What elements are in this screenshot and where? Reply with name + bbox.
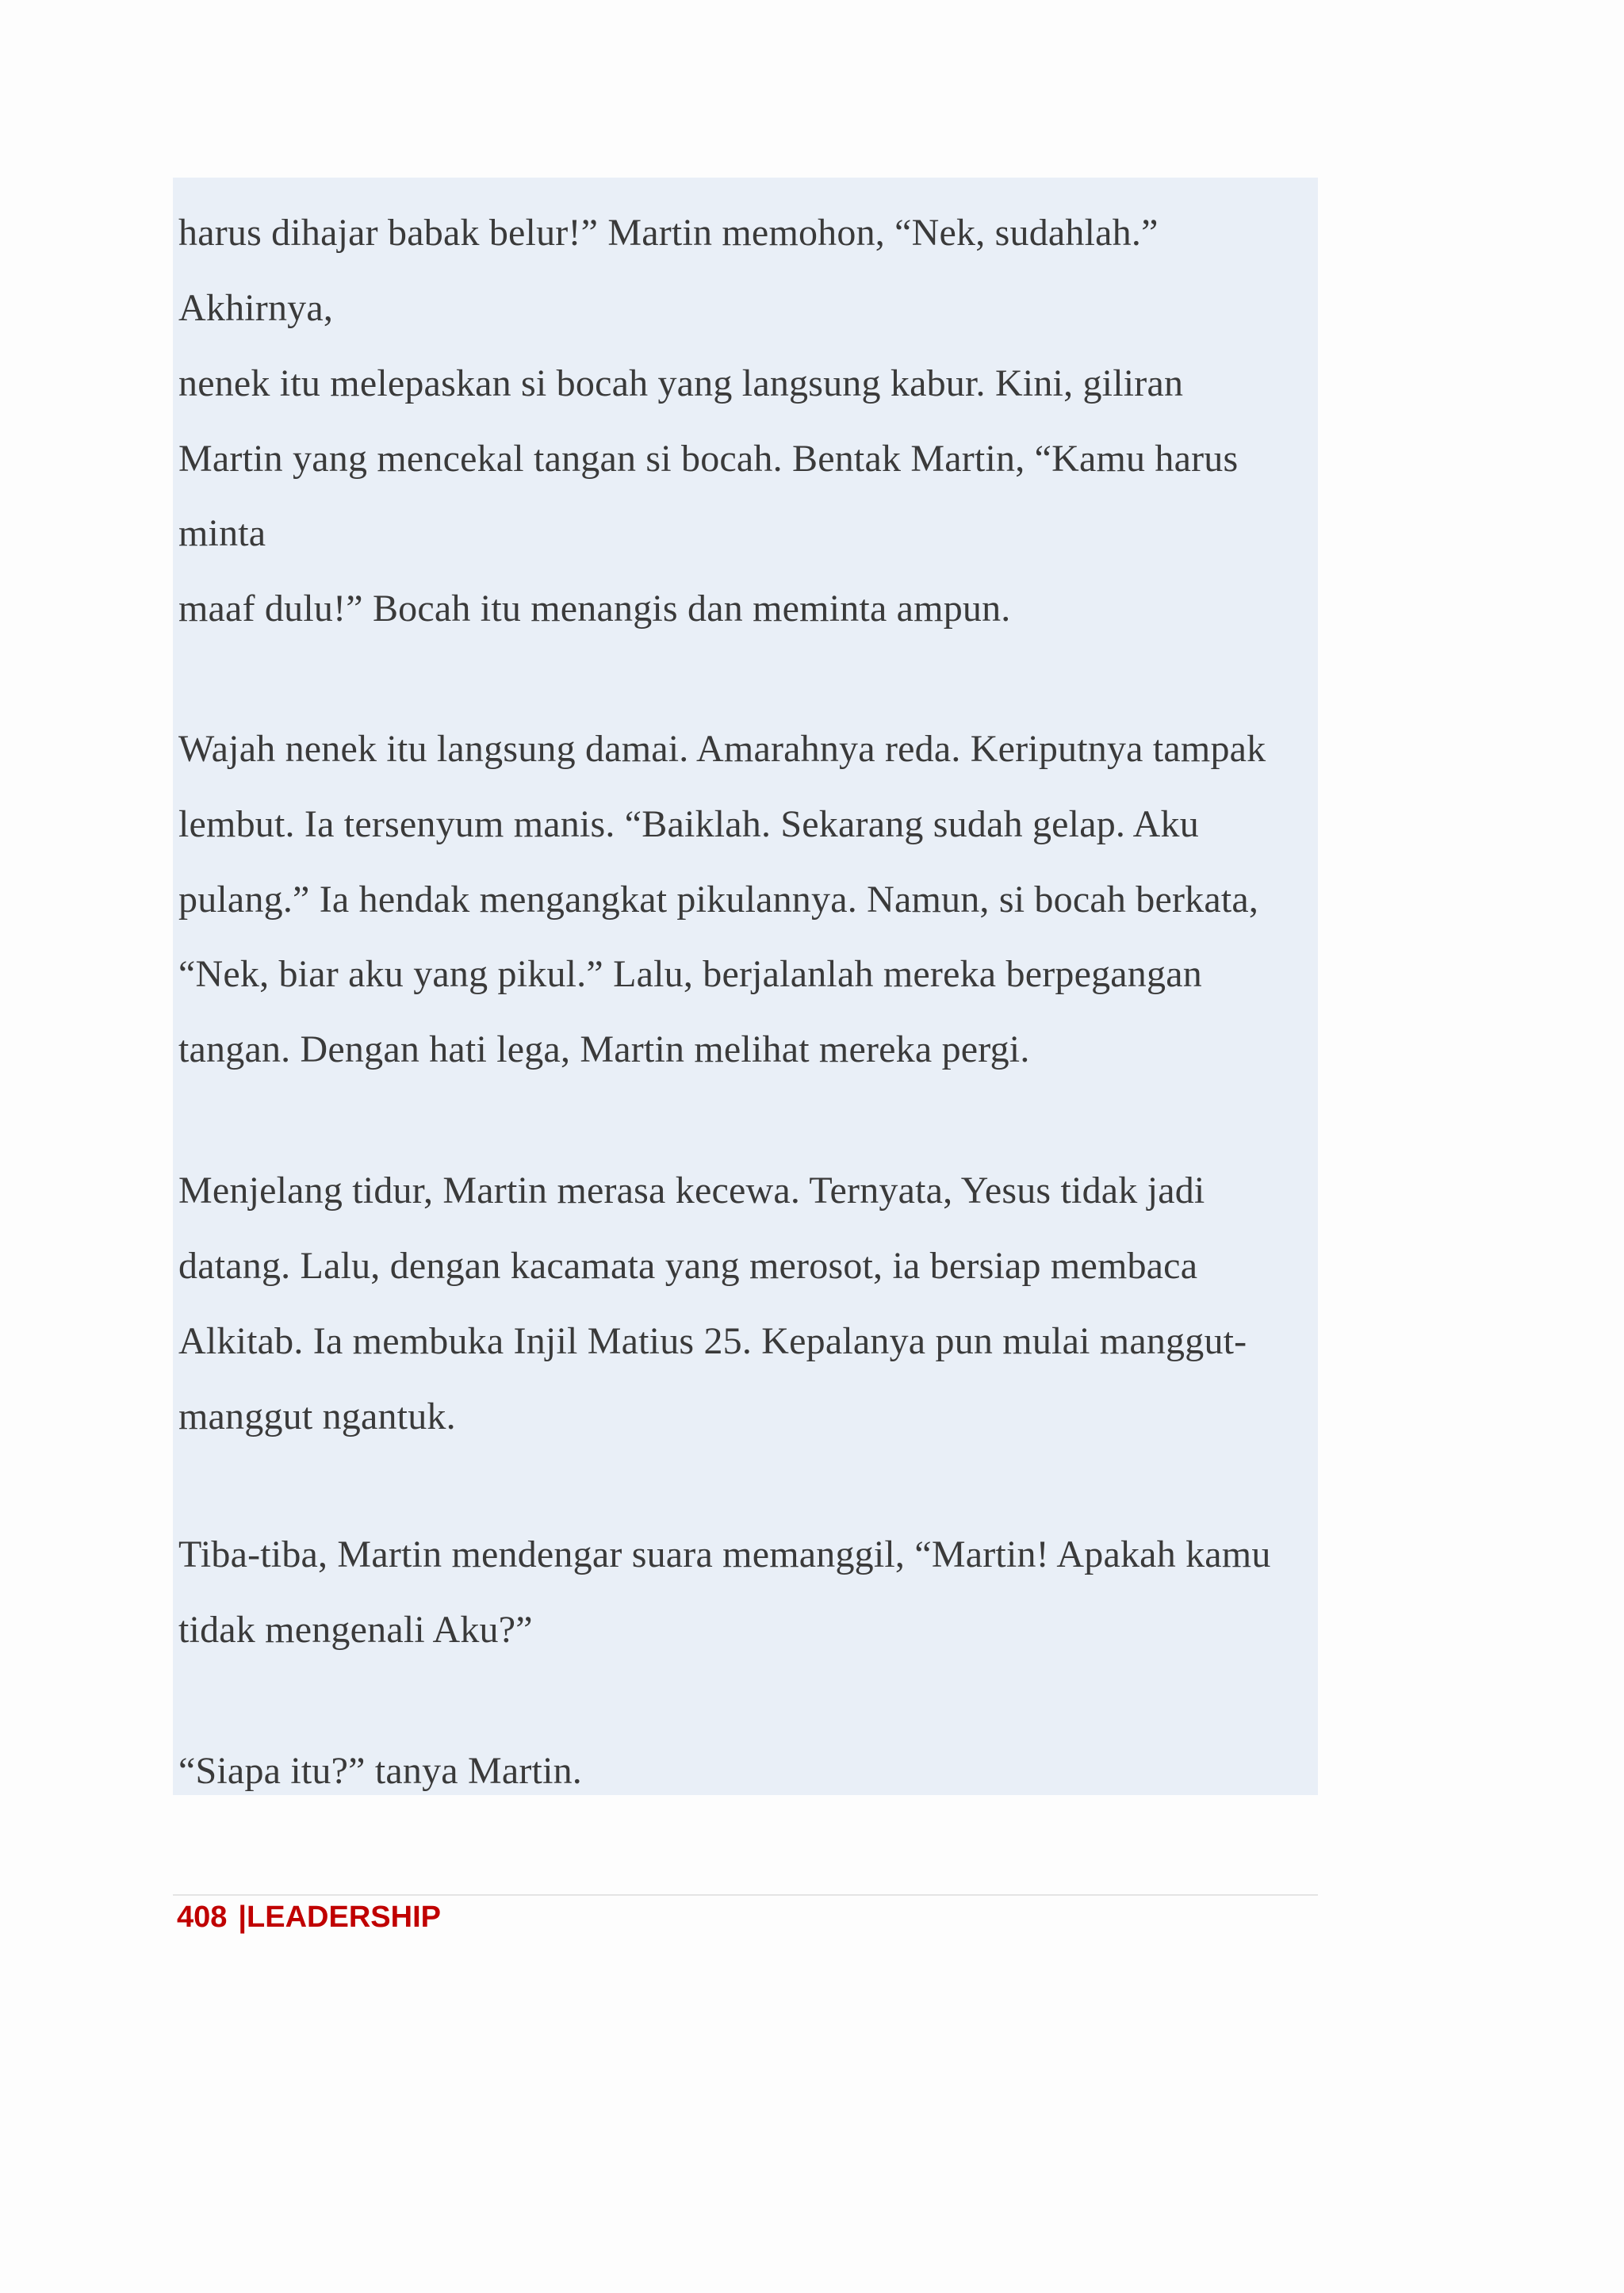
body-line: lembut. Ia tersenyum manis. “Baiklah. Sekarang sudah gelap. Aku xyxy=(178,803,1199,845)
page-footer xyxy=(177,1899,441,1935)
body-line: maaf dulu!” Bocah itu menangis dan meminta ampun. xyxy=(178,588,1011,630)
body-line: Tiba-tiba, Martin mendengar suara memanggil, “Martin! Apakah kamu xyxy=(178,1533,1271,1575)
body-line: “Nek, biar aku yang pikul.” Lalu, berjalanlah mereka berpegangan xyxy=(178,953,1202,995)
body-line: datang. Lalu, dengan kacamata yang merosot, ia bersiap membaca xyxy=(178,1245,1198,1287)
body-line: Menjelang tidur, Martin merasa kecewa. Ternyata, Yesus tidak jadi xyxy=(178,1169,1205,1212)
body-line: tidak mengenali Aku?” xyxy=(178,1609,533,1651)
body-line: tangan. Dengan hati lega, Martin melihat mereka pergi. xyxy=(178,1028,1030,1070)
body-line: minta xyxy=(178,512,266,554)
footer-divider xyxy=(173,1894,1318,1896)
body-line: Alkitab. Ia membuka Injil Matius 25. Kepalanya pun mulai manggut- xyxy=(178,1320,1247,1362)
body-line: Akhirnya, xyxy=(178,287,334,329)
footer-separator: | xyxy=(238,1901,247,1934)
body-line: harus dihajar babak belur!” Martin memohon, “Nek, sudahlah.” xyxy=(178,212,1159,254)
body-line: Martin yang mencekal tangan si bocah. Bentak Martin, “Kamu harus xyxy=(178,438,1239,480)
text-block xyxy=(173,178,1318,1795)
section-title: LEADERSHIP xyxy=(247,1901,441,1934)
body-line: manggut ngantuk. xyxy=(178,1395,456,1437)
body-line: Wajah nenek itu langsung damai. Amarahnya reda. Keriputnya tampak xyxy=(178,728,1266,770)
page-number: 408 xyxy=(177,1901,228,1934)
body-line: nenek itu melepaskan si bocah yang langsung kabur. Kini, giliran xyxy=(178,362,1184,404)
body-line: pulang.” Ia hendak mengangkat pikulannya. Namun, si bocah berkata, xyxy=(178,879,1259,921)
body-line: “Siapa itu?” tanya Martin. xyxy=(178,1750,583,1792)
